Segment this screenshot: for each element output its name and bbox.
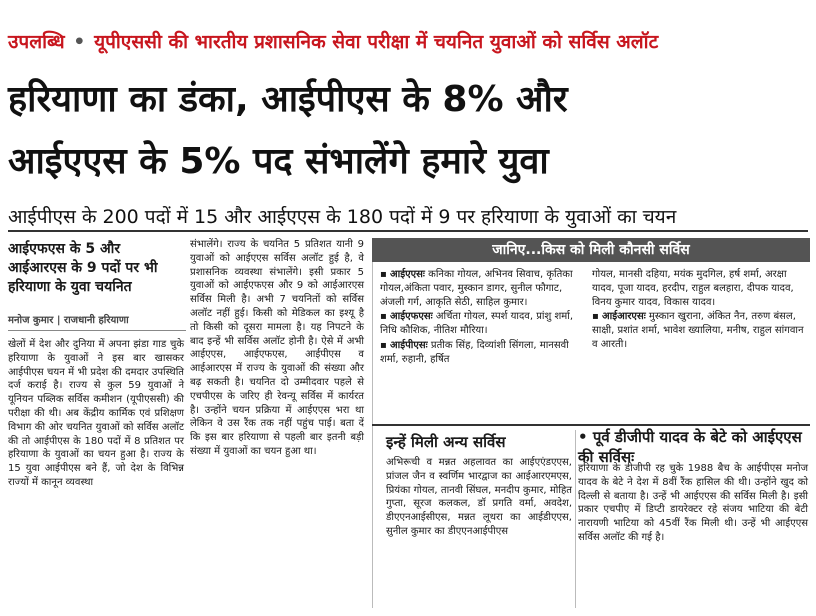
section-divider <box>8 230 808 232</box>
byline-separator: | <box>56 315 64 326</box>
services-box-title: जानिए...किस को मिली कौनसी सर्विस <box>372 238 810 262</box>
services-list <box>380 268 586 368</box>
story-column-1: खेलों में देश और दुनिया में अपना झंडा गाड चुके हरियाणा के युवाओं ने इस बार खासकर आईपीएस चयन में भी प्रदेश की दमदार उपस्थिति दर्ज कराई है। राज्य से कुल 59 युवाओं ने यूनियन पब्लिक सर्विस कमीशन (यूपीएससी) की परीक्षा की थी। अब केंद्रीय कार्मिक एवं प्रशिक्षण विभाग की ओर चयनित युवाओं को सर्विस अलॉट की तो आईपीएस के 180 पदों में 8 प्रतिशत पर हरियाणा के युवाओं का चयन हुआ है। राज्य के 15 युवा आईपीएस बने हैं, जो देश के विभिन्न राज्यों में कानून व्यवस्था <box>8 339 184 488</box>
sidebar-headline: आईएफएस के 5 और आईआरएस के 9 पदों पर भी हरियाणा के युवा चयनित <box>8 241 158 295</box>
column-divider <box>372 238 373 608</box>
author-name: मनोज कुमार <box>8 315 54 326</box>
service-label: आईआरएसः <box>601 311 646 323</box>
kicker-text: यूपीएससी की भारतीय प्रशासनिक सेवा परीक्षा में चयनित युवाओं को सर्विस अलॉट <box>94 31 659 53</box>
byline <box>8 312 188 326</box>
column-divider <box>575 430 576 608</box>
service-item-irs: ▪ आईआरएसः मुस्कान खुराना, अंकित नैन, तरुण बंसल, साक्षी, प्रशांत शर्मा, भावेश ख्यालिया, मनीष, राहुल सांगवान व आरती। <box>592 311 804 350</box>
desk-name: राजधानी हरियाणा <box>64 315 129 326</box>
service-names: मुस्कान खुराना, अंकित नैन, तरुण बंसल, साक्षी, प्रशांत शर्मा, भावेश ख्यालिया, मनीष, राहुल सांगवान व आरती। <box>592 311 804 350</box>
story-column-2: संभालेंगे। राज्य के चयनित 5 प्रतिशत यानी 9 युवाओं को आईएएस सर्विस अलॉट हुई है, वे प्रशासनिक व्यवस्था संभालेंगे। इसी प्रकार 5 युवाओं को आईएफएस और 9 को आईआरएस सर्विस मिली है। अभी 7 चयनितों को सर्विस अलॉट नहीं हुई। किसी को मेडिकल का इश्यू है तो किसी को दूसरा मामला है। यह निपटने के बाद इन्हें भी सर्विस अलॉट होनी है। ऐसे में अभी आईएएस, आईएफएस, आईपीएस व आईआरएस में राज्य के युवाओं की संख्या और बढ़ सकती है। चयनित दो उम्मीदवार पहले से एचपीएस के जरिए ही रेवन्यू सर्विस में कार्यरत है। उन्होंने चयन प्रक्रिया में आईएएस भरा था लेकिन वे उस रैंक तक नहीं पहुंच पाई। बता दें कि इस बार हरियाणा से पहली बार इतनी बड़ी संख्या में युवाओं का चयन हुआ था। <box>190 239 364 457</box>
service-item-ifs: ▪ आईएफएसः अर्चिता गोयल, स्पर्श यादव, प्रांशु शर्मा, निधि कौशिक, नीतिश मौरिया। <box>380 311 574 337</box>
service-label: आईएफएसः <box>389 311 433 323</box>
box-bottom-divider <box>372 424 810 426</box>
service-names: प्रतीक सिंह, दिव्यांशी सिंगला, मानसवी शर्मा, रुहानी, हर्षित <box>380 339 569 365</box>
byline-divider <box>8 330 186 331</box>
service-names: कनिका गोयल, अभिनव सिवाच, कृतिका गोयल,अंकिता पवार, मुस्कान डागर, सुनील फौगाट, अंजली गर्ग, आकृति सेठी, साहिल कुमार। <box>380 269 573 308</box>
service-names: अर्चिता गोयल, स्पर्श यादव, प्रांशु शर्मा, निधि कौशिक, नीतिश मौरिया। <box>380 311 574 337</box>
service-item-ips: ▪ आईपीएसः प्रतीक सिंह, दिव्यांशी सिंगला, मानसवी शर्मा, रुहानी, हर्षित <box>380 339 569 365</box>
service-label: आईएएसः <box>389 269 425 280</box>
service-label: आईपीएसः <box>389 339 428 351</box>
service-item-ias: ▪ आईएएसः कनिका गोयल, अभिनव सिवाच, कृतिका गोयल,अंकिता पवार, मुस्कान डागर, सुनील फौगाट, अंजली गर्ग, आकृति सेठी, साहिल कुमार। <box>380 269 573 308</box>
headline-line-1: हरियाणा का डंका, आईपीएस के 8% और <box>8 79 568 120</box>
services-list-continued <box>592 268 804 353</box>
headline-line-2: आईएएस के 5% पद संभालेंगे हमारे युवा <box>8 141 549 182</box>
kicker-bullet: • <box>73 31 86 53</box>
service-item-ips-continued: गोयल, मानसी दहिया, मयंक मुदगिल, हर्ष शर्मा, अरक्षा यादव, पूजा यादव, हरदीप, राहुल बलहारा, दीपक यादव, विनय कुमार यादव, विकास यादव। <box>592 269 794 308</box>
other-services-text: अभिरूची व मन्नत अहलावत का आईएएंडएएस, प्रांजल जैन व स्वर्णिम भारद्वाज का आईआरएमएस, प्रियंका गोयल, तानवी सिंघल, मनदीप कुमार, मोहित गुप्ता, सूरज कलकल, डॉ प्रगति वर्मा, अवदेश, डीएएनआईसीएस, मन्नत लूथरा का आईडीएएस, सुनील कुमार का डीएएनआईपीएस <box>386 457 572 537</box>
other-services-title: इन्हें मिली अन्य सर्विस <box>386 433 506 451</box>
kicker <box>8 28 658 54</box>
kicker-tag: उपलब्धि <box>8 31 65 53</box>
dgp-title-text: पूर्व डीजीपी यादव के बेटे को आईएएस की सर्विसः <box>578 428 802 466</box>
dgp-story-text: हरियाणा के डीजीपी रह चुके 1988 बैच के आईपीएस मनोज यादव के बेटे ने देश में 8वीं रैंक हासिल की थी। उन्होंने खुद को दिल्ली से बताया है। उन्हें भी आईएएस की सर्विस मिली है। इसी प्रकार एचपीए में डिप्टी डायरेक्टर रहे संजय भाटिया की बेटी नारायणी भाटिया को 45वीं रैंक मिली थी। उन्हें भी आईएएस सर्विस अलॉट की गई है। <box>578 463 808 543</box>
dgp-title-bullet: • <box>578 428 588 446</box>
subheadline: आईपीएस के 200 पदों में 15 और आईएएस के 180 पदों में 9 पर हरियाणा के युवाओं का चयन <box>8 206 677 228</box>
